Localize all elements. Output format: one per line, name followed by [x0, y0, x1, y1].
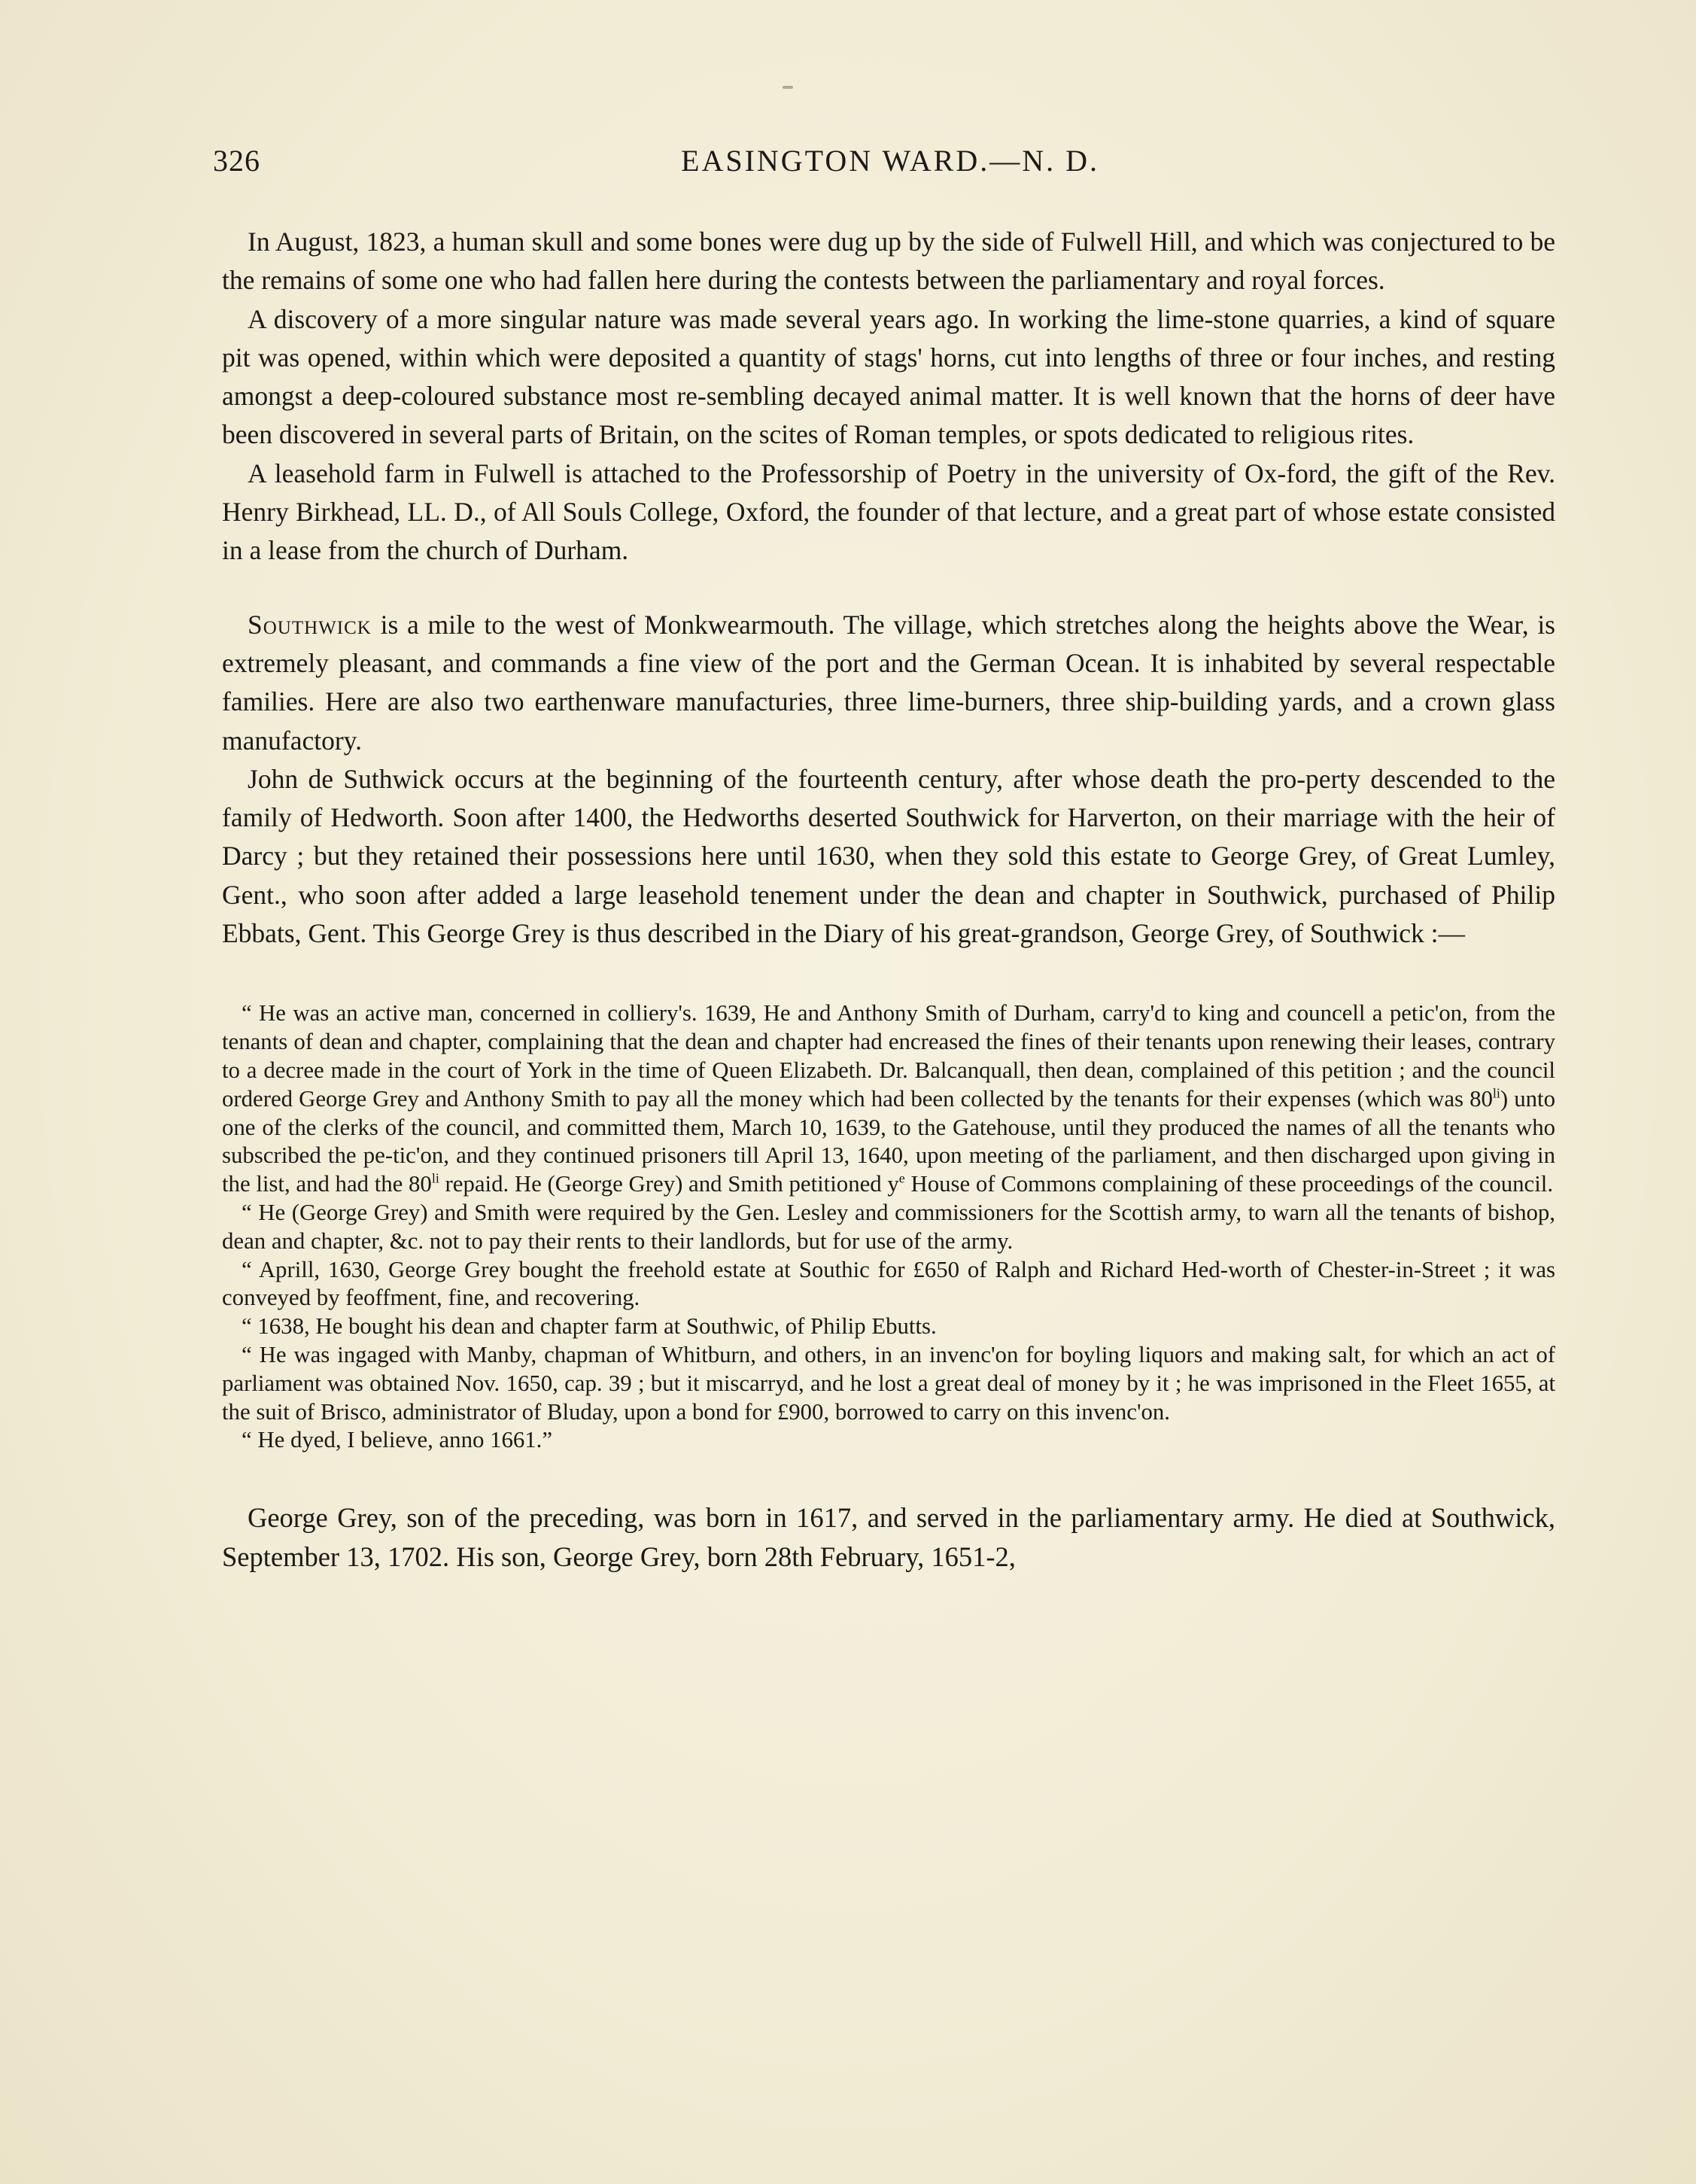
superscript: e — [898, 1170, 905, 1186]
quote-paragraph-chapter-farm: “ 1638, He bought his dean and chapter farm at Southwic, of Philip Ebutts. — [242, 1313, 937, 1340]
paragraph-southwick-intro — [222, 606, 1555, 760]
section-heading-southwick: Southwick — [248, 609, 372, 640]
ink-speck — [783, 86, 793, 89]
paragraph-george-grey-son: George Grey, son of the preceding, was born in 1617, and served in the parliamentary army. He died at Southwick, September 13, 1702. His son, George Grey, born 28th February, 1651-2, — [222, 1502, 1555, 1573]
paragraph-suthwick-history: John de Suthwick occurs at the beginning of the fourteenth century, after whose death the pro-perty descended to the family of Hedworth. Soon after 1400, the Hedworths deserted Southwick for Harverton, on their marriage with the heir of Darcy ; but they retained their possessions here until 1630, when they sold this estate to George Grey, of Great Lumley, Gent., who soon after added a large leasehold tenement under the dean and chapter in Southwick, purchased of Philip Ebbats, Gent. This George Grey is thus described in the Diary of his great-grandson, George Grey, of Southwick :— — [222, 763, 1555, 949]
quote-paragraph-freehold: “ Aprill, 1630, George Grey bought the freehold estate at Southic for £650 of Ralph and Richard Hed-worth of Chester-in-Street ; it was conveyed by feoffment, fine, and recovering. — [222, 1256, 1555, 1311]
quote-text: repaid. He (George Grey) and Smith petitioned y — [439, 1171, 899, 1197]
diary-extract — [222, 999, 1555, 1455]
quote-text: “ He was an active man, concerned in colliery's. 1639, He and Anthony Smith of Durham, carry'd to king and councell a petic'on, from the tenants of dean and chapter, complaining that the dean and chapter had encreased the fines of their tenants upon renewing their leases, contrary to a decree made in the court of York in the time of Queen Elizabeth. Dr. Balcanquall, then dean, complained of this petition ; and the council ordered George Grey and Anthony Smith to pay all the money which had been collected by the tenants for their expenses (which was 80 — [222, 1000, 1555, 1112]
quote-paragraph-petition — [222, 999, 1555, 1199]
page-body — [222, 223, 1555, 1577]
quote-text: ) unto one of the clerks of the council, and committed them, March 10, 1639, to the Gatehouse, until they produced the names of all the tenants who subscribed the pe-tic'on, and they continued prisoners till April 13, 1640, upon meeting of the parliament, and then discharged upon giving in the list, and had the 80 — [222, 1085, 1555, 1197]
page-header — [213, 143, 1567, 188]
superscript: li — [431, 1170, 439, 1186]
southwick-intro-text: is a mile to the west of Monkwearmouth. The village, which stretches along the heights above the Wear, is extremely pleasant, and commands a fine view of the port and the German Ocean. It is inhabited by several respectable families. Here are also two earthenware manufacturies, three lime-burners, three ship-building yards, and a crown glass manufactory. — [222, 609, 1555, 756]
page-number: 326 — [213, 144, 260, 178]
paragraph-skull-discovery: In August, 1823, a human skull and some bones were dug up by the side of Fulwell Hill, and which was conjectured to be the remains of some one who had fallen here during the contests between the parliamentary and royal forces. — [222, 227, 1555, 296]
quote-paragraph-salt-invention: “ He was ingaged with Manby, chapman of Whitburn, and others, in an invenc'on for boyling liquors and making salt, for which an act of parliament was obtained Nov. 1650, cap. 39 ; but it miscarryd, and he lost a great deal of money by it ; he was imprisoned in the Fleet 1655, at the suit of Brisco, administrator of Bluday, upon a bond for £900, borrowed to carry on this invenc'on. — [222, 1341, 1555, 1425]
quote-text: House of Commons complaining of these proceedings of the council. — [904, 1171, 1554, 1197]
paragraph-stag-horns: A discovery of a more singular nature was made several years ago. In working the lime-stone quarries, a kind of square pit was opened, within which were deposited a quantity of stags' horns, cut into lengths of three or four inches, and resting amongst a deep-coloured substance most re-sembling decayed animal matter. It is well known that the horns of deer have been discovered in several parts of Britain, on the scites of Roman temples, or spots dedicated to religious rites. — [222, 303, 1555, 450]
running-title: EASINGTON WARD.—N. D. — [681, 144, 1099, 178]
superscript: li — [1492, 1085, 1500, 1101]
closing-section — [222, 1498, 1555, 1577]
quote-paragraph-death: “ He dyed, I believe, anno 1661.” — [242, 1427, 553, 1453]
paragraph-leasehold-farm: A leasehold farm in Fulwell is attached to the Professorship of Poetry in the university of Ox-ford, the gift of the Rev. Henry Birkhead, LL. D., of All Souls College, Oxford, the founder of that lecture, and a great part of whose estate consisted in a lease from the church of Durham. — [222, 458, 1555, 566]
quote-paragraph-scottish-army: “ He (George Grey) and Smith were required by the Gen. Lesley and commissioners for the Scottish army, to warn all the tenants of bishop, dean and chapter, &c. not to pay their rents to their landlords, but for use of the army. — [222, 1199, 1555, 1254]
section-break — [222, 570, 1555, 606]
